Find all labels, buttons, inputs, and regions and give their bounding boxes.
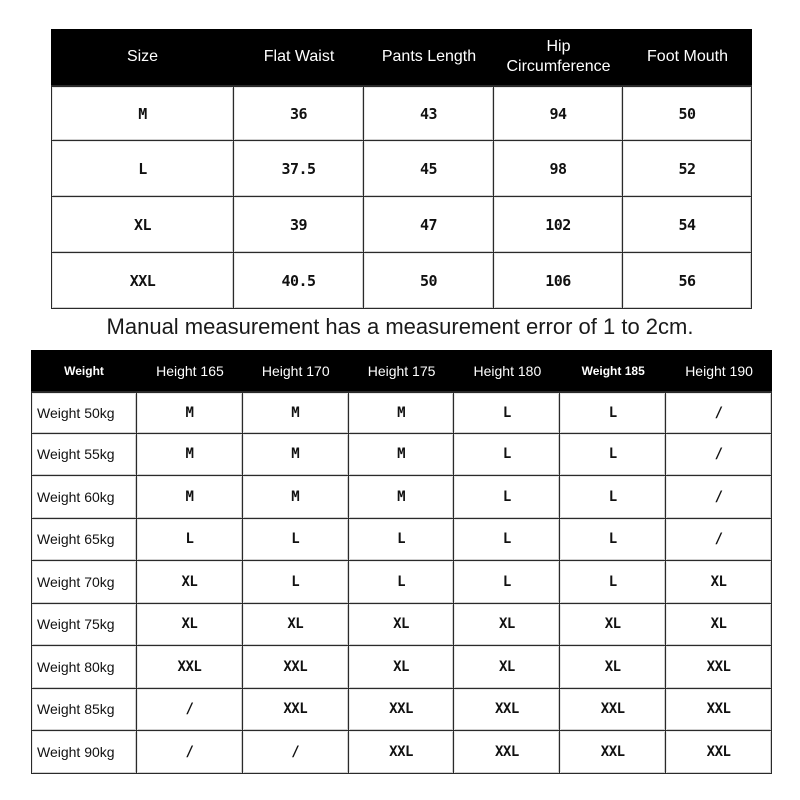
header-height-180: Height 180 <box>454 350 560 391</box>
height-165-cell: XXL <box>137 646 243 689</box>
height-190-cell: XL <box>666 604 772 647</box>
header-size: Size <box>51 29 234 85</box>
height-180-cell: XXL <box>454 731 560 774</box>
height-180-cell: XL <box>454 604 560 647</box>
flat-waist-cell: 40.5 <box>234 253 364 309</box>
table-row <box>51 141 752 197</box>
fit-table-header-row <box>31 350 772 391</box>
weight-height-fit-table <box>31 350 772 774</box>
size-cell: XXL <box>51 253 234 309</box>
fit-table-body <box>31 391 772 774</box>
pants-length-cell: 50 <box>364 253 494 309</box>
flat-waist-cell: 36 <box>234 85 364 141</box>
height-180-cell: L <box>454 391 560 434</box>
table-row <box>31 689 772 732</box>
weight-185-cell: L <box>560 561 666 604</box>
table-row <box>51 253 752 309</box>
height-165-cell: M <box>137 434 243 477</box>
table-row <box>31 604 772 647</box>
height-180-cell: L <box>454 561 560 604</box>
pants-length-cell: 45 <box>364 141 494 197</box>
height-175-cell: M <box>349 476 455 519</box>
height-175-cell: XXL <box>349 731 455 774</box>
height-190-cell: XL <box>666 561 772 604</box>
height-170-cell: XL <box>243 604 349 647</box>
foot-mouth-cell: 54 <box>623 197 752 253</box>
table-row <box>31 519 772 562</box>
table-row <box>31 434 772 477</box>
height-165-cell: XL <box>137 604 243 647</box>
height-165-cell: M <box>137 391 243 434</box>
height-170-cell: L <box>243 519 349 562</box>
height-175-cell: XL <box>349 604 455 647</box>
height-170-cell: M <box>243 391 349 434</box>
height-190-cell: / <box>666 434 772 477</box>
table-row <box>31 561 772 604</box>
height-165-cell: XL <box>137 561 243 604</box>
foot-mouth-cell: 50 <box>623 85 752 141</box>
height-190-cell: XXL <box>666 689 772 732</box>
header-height-165: Height 165 <box>137 350 243 391</box>
height-175-cell: L <box>349 561 455 604</box>
weight-185-cell: L <box>560 434 666 477</box>
height-170-cell: M <box>243 476 349 519</box>
height-165-cell: / <box>137 689 243 732</box>
hip-circumference-cell: 102 <box>494 197 623 253</box>
pants-length-cell: 43 <box>364 85 494 141</box>
weight-label-cell: Weight 50kg <box>31 391 137 434</box>
pants-length-cell: 47 <box>364 197 494 253</box>
table-row <box>31 476 772 519</box>
height-165-cell: M <box>137 476 243 519</box>
size-measurement-table <box>51 29 752 309</box>
weight-185-cell: L <box>560 476 666 519</box>
height-175-cell: M <box>349 434 455 477</box>
weight-185-cell: L <box>560 519 666 562</box>
table-row <box>31 646 772 689</box>
height-180-cell: L <box>454 476 560 519</box>
size-cell: XL <box>51 197 234 253</box>
hip-circumference-cell: 106 <box>494 253 623 309</box>
weight-185-cell: XXL <box>560 689 666 732</box>
height-170-cell: L <box>243 561 349 604</box>
header-weight: Weight <box>31 350 137 391</box>
table-row <box>31 731 772 774</box>
hip-circumference-cell: 94 <box>494 85 623 141</box>
weight-label-cell: Weight 85kg <box>31 689 137 732</box>
measurement-error-note: Manual measurement has a measurement error of 1 to 2cm. <box>106 314 694 339</box>
height-170-cell: XXL <box>243 689 349 732</box>
header-flat-waist: Flat Waist <box>234 29 364 85</box>
header-foot-mouth: Foot Mouth <box>623 29 752 85</box>
height-175-cell: XL <box>349 646 455 689</box>
weight-label-cell: Weight 70kg <box>31 561 137 604</box>
height-190-cell: XXL <box>666 646 772 689</box>
height-165-cell: / <box>137 731 243 774</box>
weight-185-cell: XL <box>560 604 666 647</box>
weight-185-cell: XXL <box>560 731 666 774</box>
header-pants-length: Pants Length <box>364 29 494 85</box>
hip-circumference-cell: 98 <box>494 141 623 197</box>
flat-waist-cell: 37.5 <box>234 141 364 197</box>
height-170-cell: / <box>243 731 349 774</box>
header-weight-185: Weight 185 <box>560 350 666 391</box>
height-170-cell: XXL <box>243 646 349 689</box>
height-180-cell: XXL <box>454 689 560 732</box>
header-height-175: Height 175 <box>349 350 455 391</box>
flat-waist-cell: 39 <box>234 197 364 253</box>
size-cell: M <box>51 85 234 141</box>
header-hip-circumference: Hip Circumference <box>494 29 623 85</box>
size-cell: L <box>51 141 234 197</box>
foot-mouth-cell: 52 <box>623 141 752 197</box>
weight-185-cell: L <box>560 391 666 434</box>
height-190-cell: / <box>666 391 772 434</box>
table-row <box>51 85 752 141</box>
height-190-cell: / <box>666 519 772 562</box>
height-175-cell: XXL <box>349 689 455 732</box>
height-175-cell: L <box>349 519 455 562</box>
header-height-190: Height 190 <box>666 350 772 391</box>
table-row <box>31 391 772 434</box>
height-190-cell: XXL <box>666 731 772 774</box>
weight-label-cell: Weight 60kg <box>31 476 137 519</box>
foot-mouth-cell: 56 <box>623 253 752 309</box>
weight-label-cell: Weight 65kg <box>31 519 137 562</box>
height-175-cell: M <box>349 391 455 434</box>
size-table-header-row <box>51 29 752 85</box>
table-row <box>51 197 752 253</box>
weight-label-cell: Weight 75kg <box>31 604 137 647</box>
height-170-cell: M <box>243 434 349 477</box>
height-165-cell: L <box>137 519 243 562</box>
weight-label-cell: Weight 55kg <box>31 434 137 477</box>
height-180-cell: L <box>454 434 560 477</box>
weight-label-cell: Weight 90kg <box>31 731 137 774</box>
weight-label-cell: Weight 80kg <box>31 646 137 689</box>
height-180-cell: XL <box>454 646 560 689</box>
weight-185-cell: XL <box>560 646 666 689</box>
height-180-cell: L <box>454 519 560 562</box>
height-190-cell: / <box>666 476 772 519</box>
header-height-170: Height 170 <box>243 350 349 391</box>
